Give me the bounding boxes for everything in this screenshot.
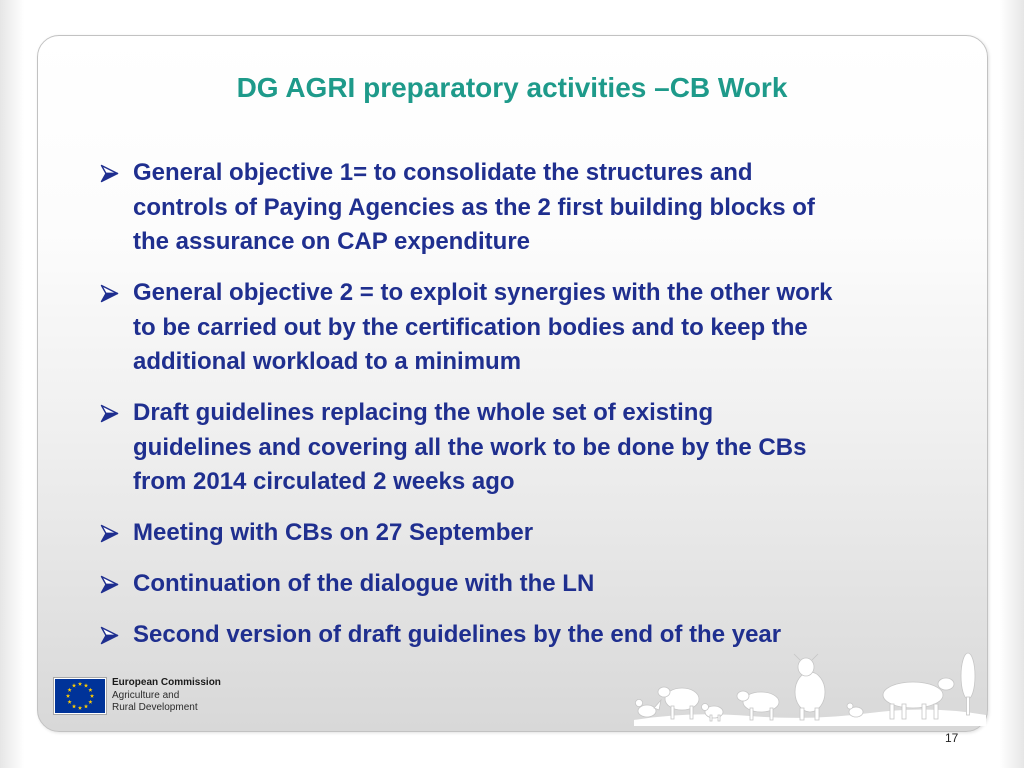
bullet-list xyxy=(133,156,983,669)
arrowhead-bullet-icon xyxy=(100,626,119,645)
arrowhead-bullet-icon xyxy=(100,164,119,183)
organisation-signature xyxy=(112,677,221,715)
arrowhead-bullet-icon xyxy=(100,524,119,543)
directorate-line-2: Rural Development xyxy=(112,702,198,713)
bullet-text: Meeting with CBs on 27 September xyxy=(133,519,534,546)
eu-flag-icon xyxy=(53,677,107,715)
arrowhead-bullet-icon xyxy=(100,404,119,423)
bullet-item xyxy=(133,618,983,653)
bullet-item xyxy=(133,156,983,260)
bullet-text: General objective 2 = to exploit synergies with the other work to be carried out by the certification bodies and to keep the additional workload to a minimum xyxy=(133,279,833,375)
arrowhead-bullet-icon xyxy=(100,284,119,303)
bullet-text: Continuation of the dialogue with the LN xyxy=(133,570,595,597)
bullet-text: Draft guidelines replacing the whole set of existing guidelines and covering all the work to be done by the CBs from 2014 circulated 2 weeks ago xyxy=(133,399,807,495)
bullet-item xyxy=(133,516,983,551)
bullet-item xyxy=(133,567,983,602)
farm-animals-illustration xyxy=(630,650,990,730)
slide-title: DG AGRI preparatory activities –CB Work xyxy=(236,72,788,103)
arrowhead-bullet-icon xyxy=(100,575,119,594)
bullet-item xyxy=(133,276,983,380)
bullet-text: Second version of draft guidelines by the end of the year xyxy=(133,621,782,648)
directorate-line-1: Agriculture and xyxy=(112,689,180,701)
page-number: 17 xyxy=(945,731,959,745)
bullet-item xyxy=(133,396,983,500)
bullet-text: General objective 1= to consolidate the structures and controls of Paying Agencies as the 2 first building blocks of the assurance on CAP expenditure xyxy=(133,159,815,255)
organisation-name: European Commission xyxy=(112,677,221,688)
